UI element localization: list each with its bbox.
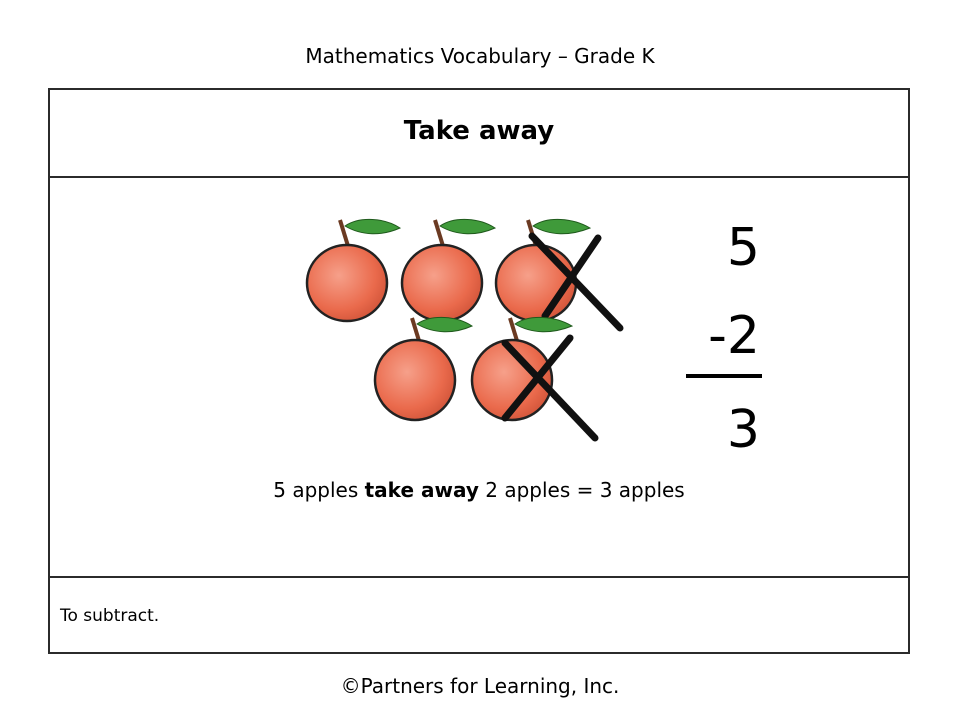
example-section <box>50 178 908 578</box>
page-header: Mathematics Vocabulary – Grade K <box>305 44 655 68</box>
sentence-term: take away <box>364 478 479 502</box>
difference: 3 <box>726 400 760 460</box>
sentence-part: 2 apples = 3 apples <box>478 478 685 502</box>
copyright-footer: ©Partners for Learning, Inc. <box>340 674 620 698</box>
apple-icon <box>307 219 400 321</box>
minuend: 5 <box>726 218 760 278</box>
sentence-part: 5 apples <box>273 478 365 502</box>
apple-icon-crossed <box>472 317 595 438</box>
term-title: Take away <box>50 90 908 178</box>
apples-illustration <box>300 198 630 458</box>
apple-icon <box>402 219 495 321</box>
vocabulary-card <box>48 88 910 654</box>
definition: To subtract. <box>60 606 160 626</box>
apple-icon-crossed <box>496 219 620 328</box>
example-sentence <box>50 478 908 502</box>
apple-icon <box>375 317 472 420</box>
subtrahend: -2 <box>708 306 760 366</box>
equation-rule <box>686 374 762 378</box>
